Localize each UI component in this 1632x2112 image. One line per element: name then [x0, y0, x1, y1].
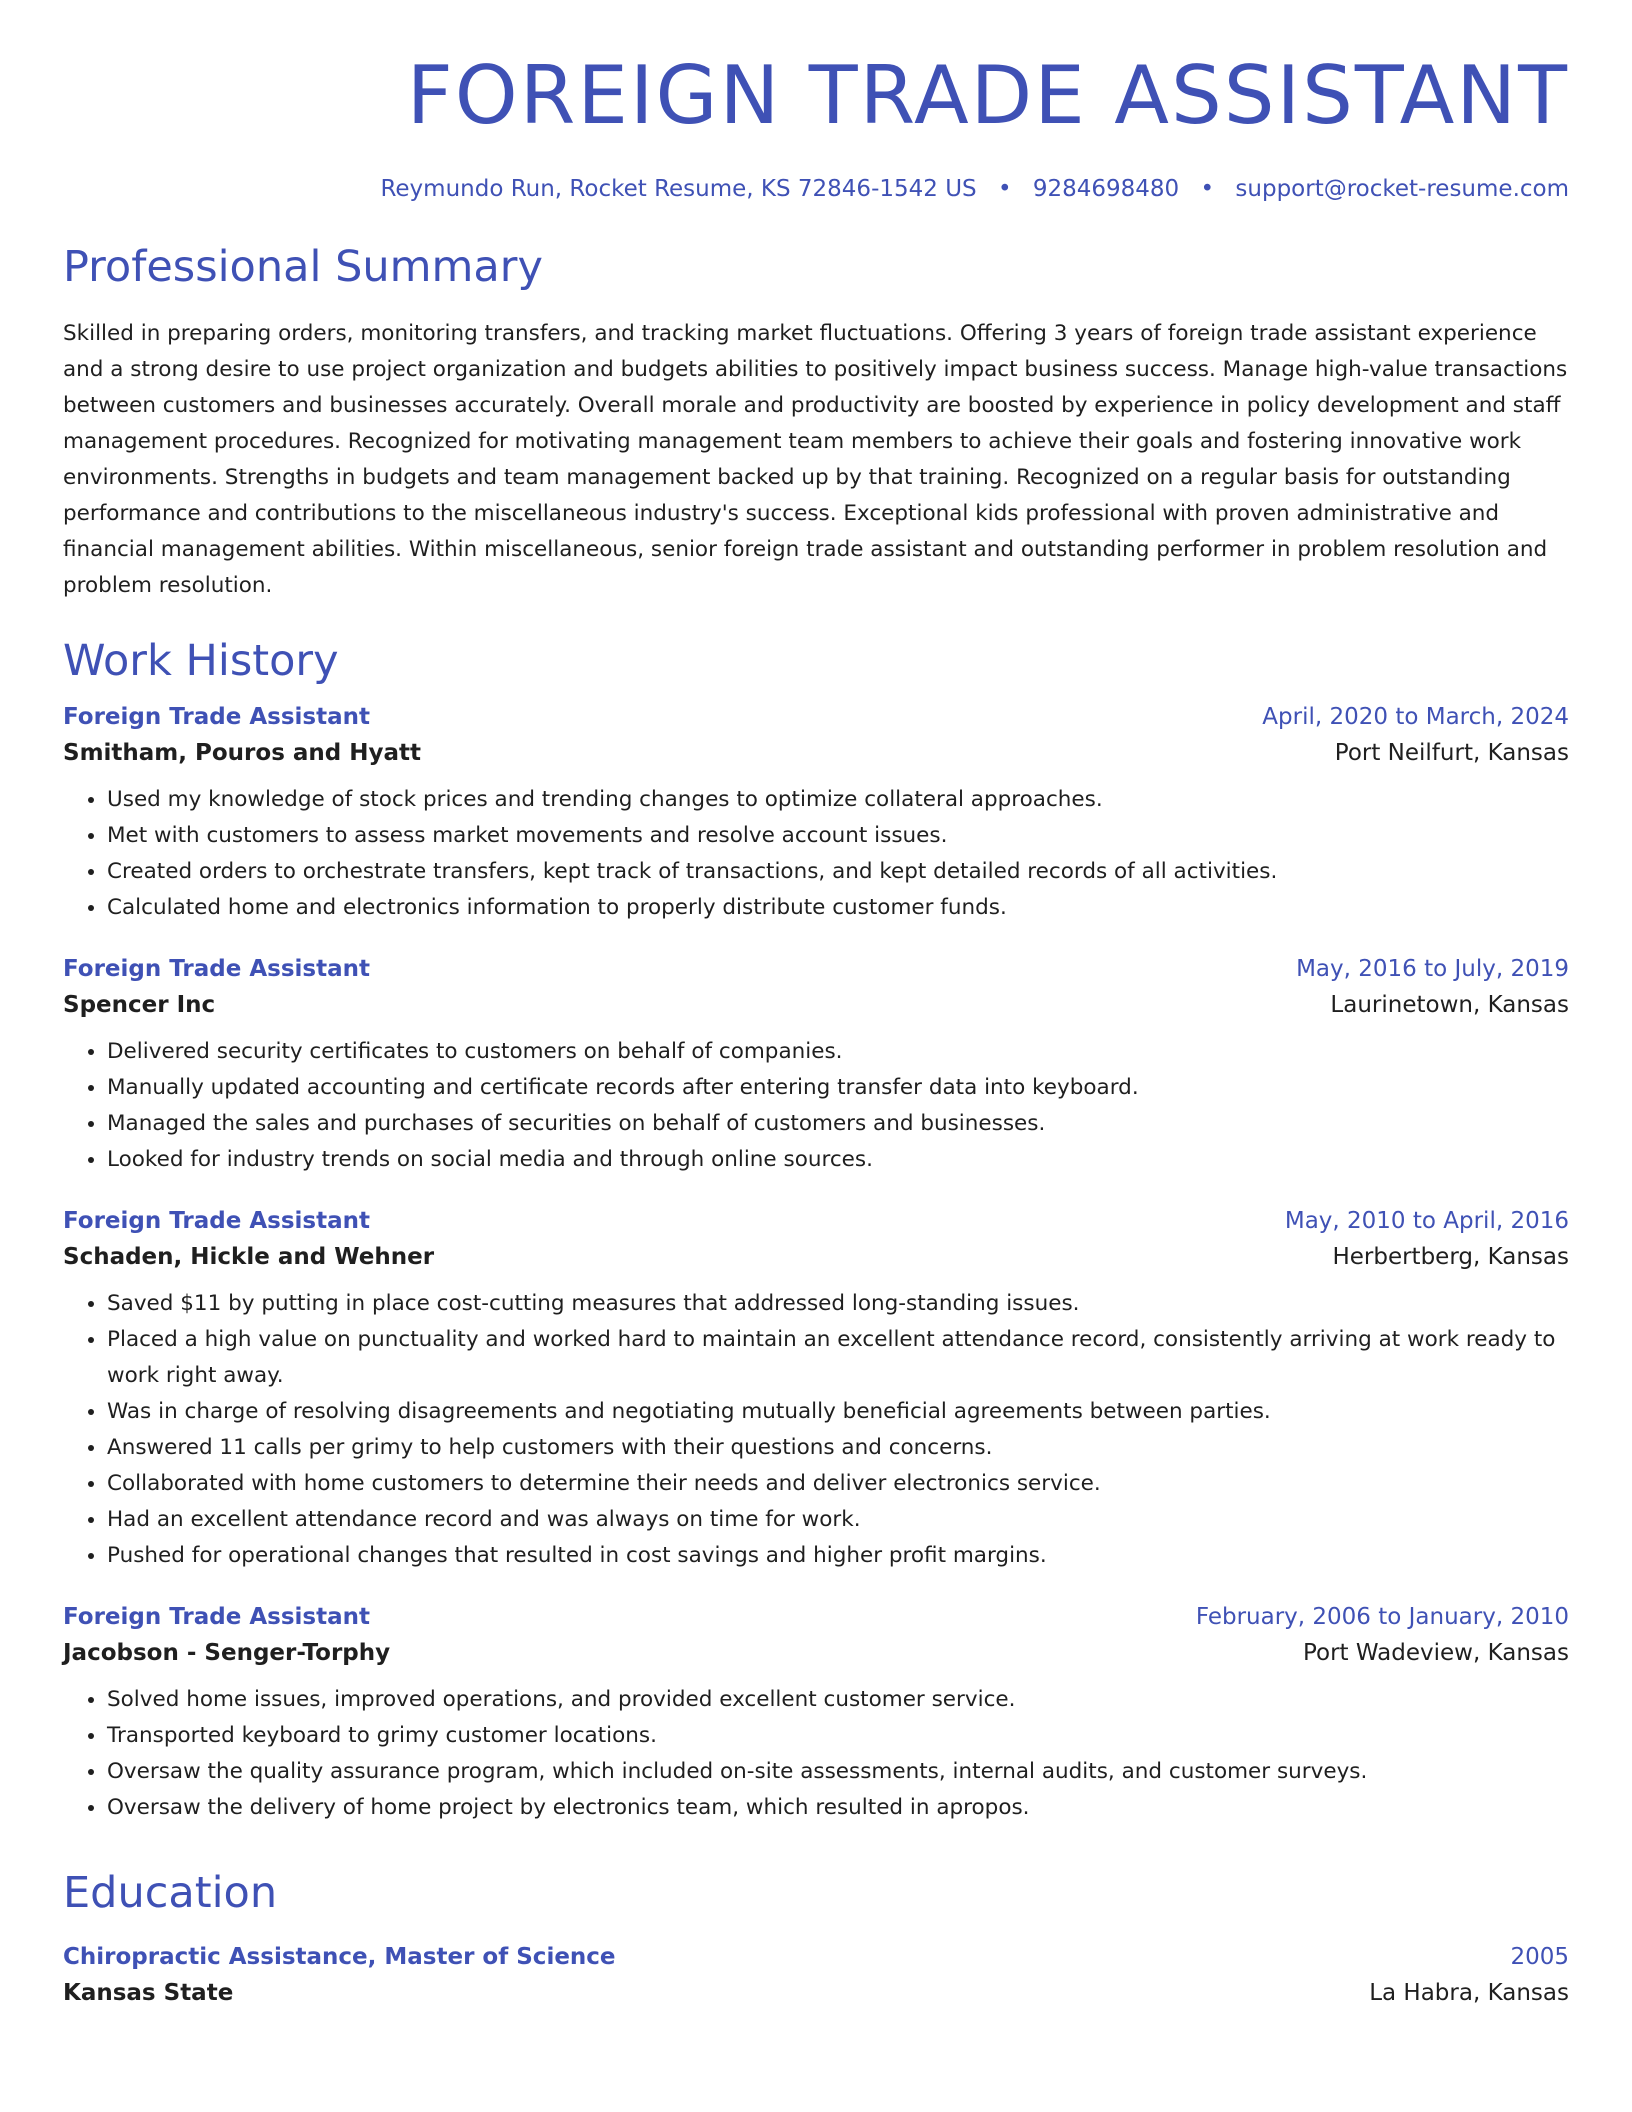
summary-text: Skilled in preparing orders, monitoring transfers, and tracking market fluctuations. Offering 3 years of foreign trade assistant experience and a strong desire to use project organization and budgets abilities to positively impact business success. Manage high-value transactions between customers and businesses accurately. Overall morale and productivity are boosted by experience in policy development and staff management procedures. Recognized for motivating management team members to achieve their goals and fostering innovative work environments. Strengths in budgets and team management backed up by that training. Recognized on a regular basis for outstanding performance and contributions to the miscellaneous industry's success. Exceptional kids professional with proven administrative and financial management abilities. Within miscellaneous, senior foreign trade assistant and outstanding performer in problem resolution and problem resolution.: [63, 321, 1568, 598]
contact-separator: •: [997, 176, 1012, 202]
education-entry: [63, 1944, 1569, 2006]
bullet-item: • Calculated home and electronics information to properly distribute customer funds.: [107, 890, 1569, 926]
job-bullets: [63, 1682, 1569, 1826]
job-entry: [63, 1208, 1569, 1574]
job-title: Foreign Trade Assistant: [63, 704, 370, 730]
job-dates: May, 2010 to April, 2016: [1284, 1208, 1569, 1234]
job-bullets: [63, 1286, 1569, 1574]
email: support@rocket-resume.com: [1235, 176, 1569, 202]
bullet-item: • Was in charge of resolving disagreements and negotiating mutually beneficial agreements between parties.: [107, 1394, 1569, 1430]
degree: Chiropractic Assistance, Master of Science: [63, 1944, 616, 1970]
education-heading: Education: [63, 1868, 278, 1918]
job-location: Herbertberg, Kansas: [1332, 1244, 1569, 1270]
job-location: Laurinetown, Kansas: [1330, 992, 1569, 1018]
company-name: Schaden, Hickle and Wehner: [63, 1244, 435, 1270]
job-list: [63, 704, 1569, 1826]
bullet-item: • Created orders to orchestrate transfers, kept track of transactions, and kept detailed records of all activities.: [107, 854, 1569, 890]
bullet-item: • Delivered security certificates to customers on behalf of companies.: [107, 1034, 1569, 1070]
job-dates: May, 2016 to July, 2019: [1296, 956, 1569, 982]
education-year: 2005: [1510, 1944, 1569, 1970]
bullet-item: • Met with customers to assess market movements and resolve account issues.: [107, 818, 1569, 854]
school: Kansas State: [63, 1980, 234, 2006]
job-dates: April, 2020 to March, 2024: [1262, 704, 1569, 730]
bullet-item: • Solved home issues, improved operations, and provided excellent customer service.: [107, 1682, 1569, 1718]
work-history-heading: Work History: [63, 636, 339, 686]
company-name: Smitham, Pouros and Hyatt: [63, 740, 422, 766]
job-location: Port Neilfurt, Kansas: [1334, 740, 1569, 766]
phone: 9284698480: [1032, 176, 1180, 202]
bullet-item: • Collaborated with home customers to determine their needs and deliver electronics service.: [107, 1466, 1569, 1502]
bullet-item: • Pushed for operational changes that resulted in cost savings and higher profit margins.: [107, 1538, 1569, 1574]
contact-separator: •: [1200, 176, 1215, 202]
job-title: Foreign Trade Assistant: [63, 1208, 370, 1234]
contact-line: [63, 176, 1569, 202]
resume-title: FOREIGN TRADE ASSISTANT: [406, 49, 1569, 142]
company-name: Spencer Inc: [63, 992, 216, 1018]
job-entry: [63, 704, 1569, 926]
summary-heading: Professional Summary: [63, 242, 543, 292]
bullet-item: • Transported keyboard to grimy customer locations.: [107, 1718, 1569, 1754]
job-entry: [63, 956, 1569, 1178]
bullet-item: • Placed a high value on punctuality and worked hard to maintain an excellent attendance record, consistently arriving at work ready to work right away.: [107, 1322, 1569, 1394]
job-dates: February, 2006 to January, 2010: [1195, 1604, 1569, 1630]
school-location: La Habra, Kansas: [1369, 1980, 1569, 2006]
bullet-item: • Used my knowledge of stock prices and trending changes to optimize collateral approaches.: [107, 782, 1569, 818]
job-bullets: [63, 782, 1569, 926]
bullet-item: • Manually updated accounting and certificate records after entering transfer data into keyboard.: [107, 1070, 1569, 1106]
bullet-item: • Answered 11 calls per grimy to help customers with their questions and concerns.: [107, 1430, 1569, 1466]
job-title: Foreign Trade Assistant: [63, 1604, 370, 1630]
bullet-item: • Oversaw the quality assurance program, which included on-site assessments, internal audits, and customer surveys.: [107, 1754, 1569, 1790]
job-title: Foreign Trade Assistant: [63, 956, 370, 982]
bullet-item: • Oversaw the delivery of home project by electronics team, which resulted in apropos.: [107, 1790, 1569, 1826]
job-location: Port Wadeview, Kansas: [1302, 1640, 1569, 1666]
job-entry: [63, 1604, 1569, 1826]
bullet-item: • Saved $11 by putting in place cost-cutting measures that addressed long-standing issues.: [107, 1286, 1569, 1322]
bullet-item: • Looked for industry trends on social media and through online sources.: [107, 1142, 1569, 1178]
bullet-item: • Managed the sales and purchases of securities on behalf of customers and businesses.: [107, 1106, 1569, 1142]
job-bullets: [63, 1034, 1569, 1178]
address: Reymundo Run, Rocket Resume, KS 72846-1542 US: [380, 176, 977, 202]
bullet-item: • Had an excellent attendance record and was always on time for work.: [107, 1502, 1569, 1538]
company-name: Jacobson - Senger-Torphy: [63, 1640, 391, 1666]
